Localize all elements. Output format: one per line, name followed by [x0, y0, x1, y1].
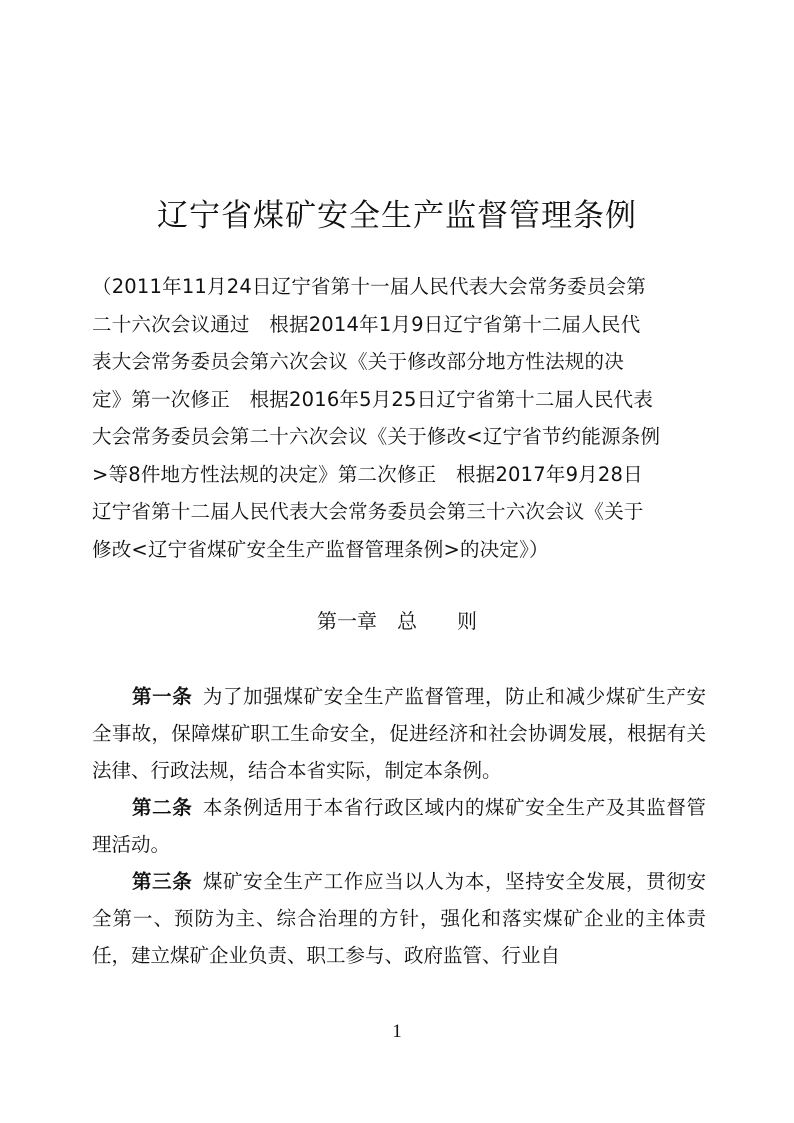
page-number: 1 [392, 1021, 402, 1042]
article-text: 本条例适用于本省行政区域内的煤矿安全生产及其监督管理活动。 [92, 796, 706, 856]
article-label: 第一条 [132, 685, 193, 708]
preamble-line: 大会常务委员会第二十六次会议《关于修改<辽宁省节约能源条例 [92, 425, 661, 448]
preamble-line: （2011年11月24日辽宁省第十一届人民代表大会常务委员会第 [92, 275, 646, 298]
article-text: 为了加强煤矿安全生产监督管理，防止和减少煤矿生产安全事故，保障煤矿职工生命安全，促进经济和社会协调发展，根据有关法律、行政法规，结合本省实际，制定本条例。 [92, 685, 706, 782]
preamble [92, 268, 706, 568]
article-3 [92, 863, 706, 974]
chapter-heading [0, 605, 794, 634]
preamble-line: 表大会常务委员会第六次会议《关于修改部分地方性法规的决 [92, 350, 624, 373]
article-label: 第三条 [132, 870, 193, 893]
preamble-line: 辽宁省第十二届人民代表大会常务委员会第三十六次会议《关于 [92, 500, 644, 523]
preamble-line: 修改<辽宁省煤矿安全生产监督管理条例>的决定》） [92, 537, 549, 561]
document-title: 辽宁省煤矿安全生产监督管理条例 [157, 198, 637, 234]
preamble-line: >等8件地方性法规的决定》第二次修正 根据2017年9月28日 [92, 462, 643, 486]
preamble-line: 二十六次会议通过 根据2014年1月9日辽宁省第十二届人民代 [92, 312, 641, 336]
articles [92, 678, 706, 974]
article-text: 煤矿安全生产工作应当以人为本，坚持安全发展，贯彻安全第一、预防为主、综合治理的方针，强化和落实煤矿企业的主体责任，建立煤矿企业负责、职工参与、政府监管、行业自 [92, 870, 706, 967]
article-2 [92, 789, 706, 863]
article-label: 第二条 [132, 796, 193, 819]
chapter-heading-text: 第一章 总 则 [317, 609, 477, 633]
article-1 [92, 678, 706, 789]
preamble-line: 定》第一次修正 根据2016年5月25日辽宁省第十二届人民代表 [92, 387, 654, 411]
